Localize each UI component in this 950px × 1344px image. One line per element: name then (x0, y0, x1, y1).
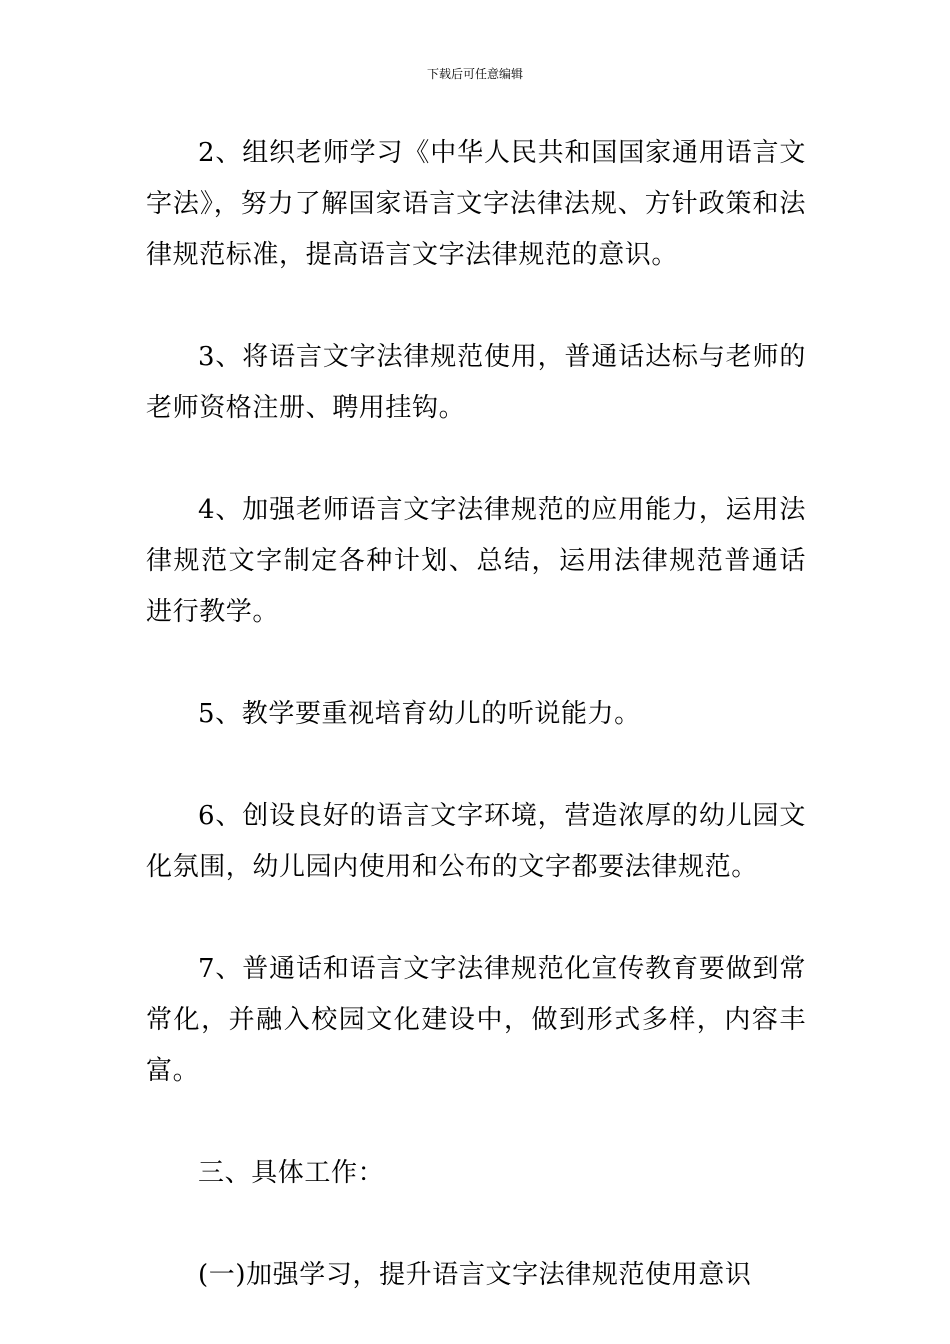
page-header: 下载后可任意编辑 (426, 67, 523, 81)
paragraph-item-6: 6、创设良好的语言文字环境，营造浓厚的幼儿园文化氛围，幼儿园内使用和公布的文字都要法律规范。 (146, 801, 806, 882)
subsection-heading: (一)加强学习，提升语言文字法律规范使用意识 (198, 1260, 752, 1290)
section-heading: 三、具体工作： (198, 1158, 385, 1188)
paragraph-item-4: 4、加强老师语言文字法律规范的应用能力，运用法律规范文字制定各种计划、总结，运用法律规范普通话进行教学。 (146, 495, 806, 627)
document-body (146, 128, 806, 1341)
paragraph-item-3: 3、将语言文字法律规范使用，普通话达标与老师的老师资格注册、聘用挂钩。 (146, 342, 806, 423)
paragraph-item-7: 7、普通话和语言文字法律规范化宣传教育要做到常常化，并融入校园文化建设中，做到形式多样，内容丰富。 (146, 954, 806, 1086)
paragraph-item-5: 5、教学要重视培育幼儿的听说能力。 (198, 699, 641, 729)
paragraph-item-2: 2、组织老师学习《中华人民共和国国家通用语言文字法》，努力了解国家语言文字法律法规、方针政策和法律规范标准，提高语言文字法律规范的意识。 (146, 138, 806, 270)
